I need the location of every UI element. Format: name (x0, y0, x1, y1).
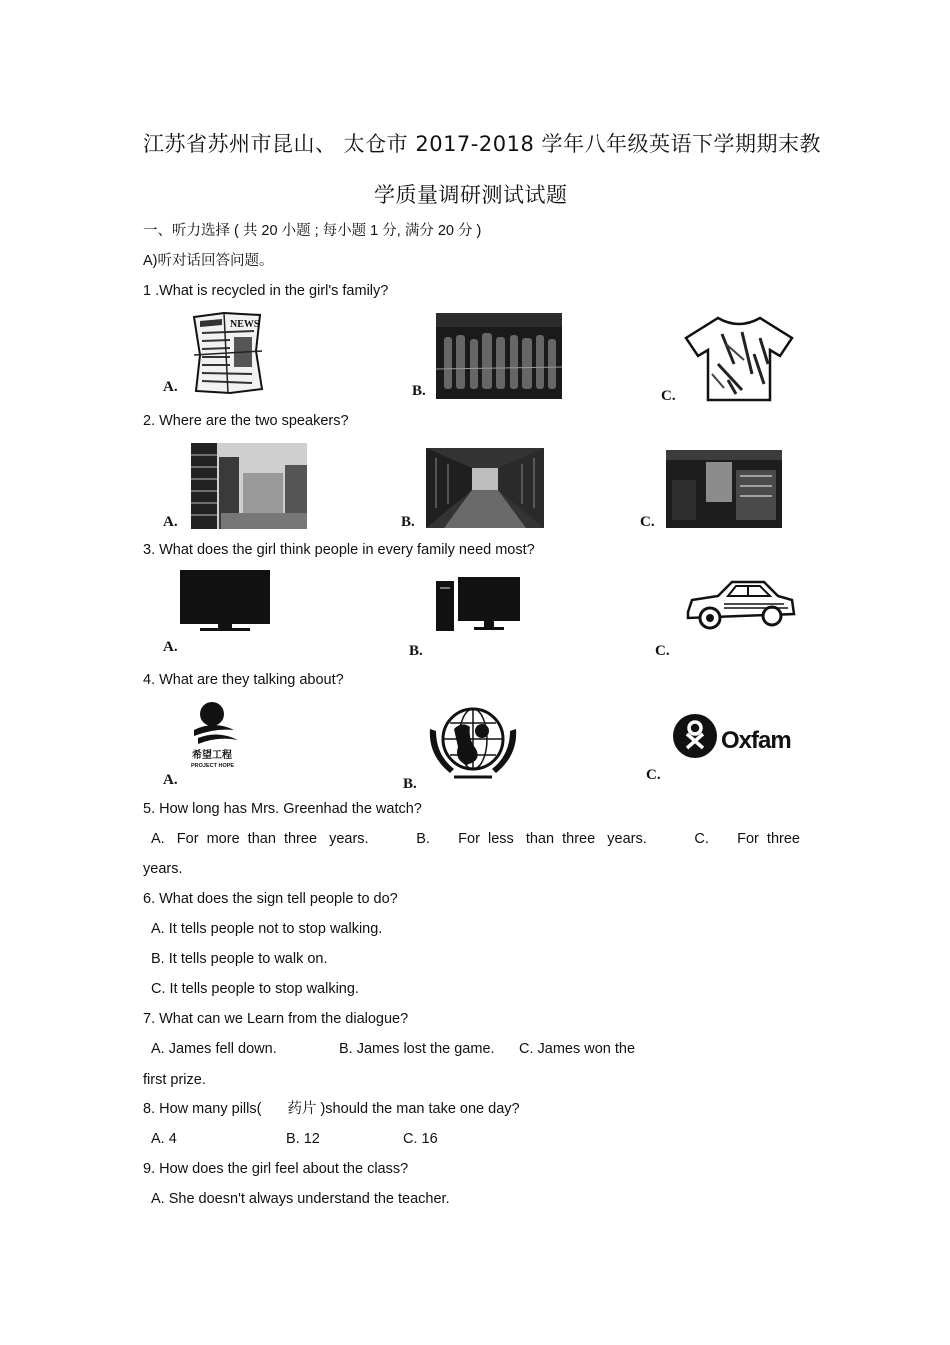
option-label: B. (401, 514, 415, 530)
option-label: B. (412, 383, 426, 399)
option-label: C. (655, 643, 670, 659)
option-c: C. For three (694, 831, 800, 847)
oxfam-wordmark: Oxfam (721, 727, 791, 754)
question-8-text-end: )should the man take one day? (316, 1101, 520, 1117)
option-a: A. James fell down. (151, 1041, 277, 1057)
svg-text:NEWS: NEWS (230, 319, 260, 330)
section-subheading: A)听对话回答问题。 (143, 253, 274, 269)
option-label: C. (646, 767, 661, 783)
option-c: C. 16 (403, 1131, 438, 1147)
question-4: 4. What are they talking about? (143, 672, 344, 688)
option-c: C. James won the (519, 1041, 636, 1057)
question-6: 6. What does the sign tell people to do? (143, 891, 398, 907)
option-label: C. (661, 388, 676, 404)
question-8-text: 8. How many pills( (143, 1101, 262, 1117)
library-photo (191, 443, 307, 529)
option-c-continued: first prize. (143, 1072, 206, 1088)
option-label: A. (163, 772, 178, 788)
option-b: B. It tells people to walk on. (151, 951, 328, 967)
computer-icon (436, 577, 522, 633)
bottles-photo (436, 313, 562, 399)
tshirt-icon (682, 314, 796, 402)
page-title: 江苏省苏州市昆山、 太仓市 2017-2018 学年八年级英语下学期期末教 (143, 132, 821, 156)
question-5: 5. How long has Mrs. Greenhad the watch? (143, 801, 422, 817)
question-9: 9. How does the girl feel about the class? (143, 1161, 409, 1177)
question-2: 2. Where are the two speakers? (143, 413, 349, 429)
option-c-continued: years. (143, 861, 183, 877)
option-label: A. (163, 514, 178, 530)
option-c: C. It tells people to stop walking. (151, 981, 359, 997)
project-hope-logo (190, 700, 246, 768)
project-hope-en: PROJECT HOPE (191, 763, 235, 768)
question-1: 1 .What is recycled in the girl's family? (143, 283, 389, 299)
question-5-options (151, 829, 800, 849)
car-icon (684, 578, 796, 636)
question-8-cn-term: 药片 (287, 1101, 317, 1117)
option-label: A. (163, 379, 178, 395)
question-7: 7. What can we Learn from the dialogue? (143, 1011, 409, 1027)
option-b: B. James lost the game. (339, 1041, 495, 1057)
project-hope-cn: 希望工程 (192, 750, 232, 761)
option-label: B. (409, 643, 423, 659)
newspaper-icon (190, 311, 266, 395)
option-b: B. For less than three years. (416, 831, 647, 847)
oxfam-logo (673, 708, 793, 762)
option-label: A. (163, 639, 178, 655)
question-8 (143, 1099, 520, 1119)
street-photo (426, 448, 544, 528)
option-label: B. (403, 776, 417, 792)
unicef-logo (424, 699, 522, 783)
tv-icon (180, 570, 270, 632)
question-3: 3. What does the girl think people in every family need most? (143, 542, 535, 558)
section-heading: 一、听力选择 ( 共 20 小题 ; 每小题 1 分, 满分 20 分 ) (143, 223, 482, 239)
option-label: C. (640, 514, 655, 530)
option-a: A. For more than three years. (151, 831, 369, 847)
shop-photo (666, 450, 782, 528)
option-a: A. She doesn't always understand the teacher. (151, 1191, 450, 1207)
option-b: B. 12 (286, 1131, 320, 1147)
option-a: A. 4 (151, 1131, 177, 1147)
page-title-continued: 学质量调研测试试题 (374, 183, 568, 207)
option-a: A. It tells people not to stop walking. (151, 921, 383, 937)
